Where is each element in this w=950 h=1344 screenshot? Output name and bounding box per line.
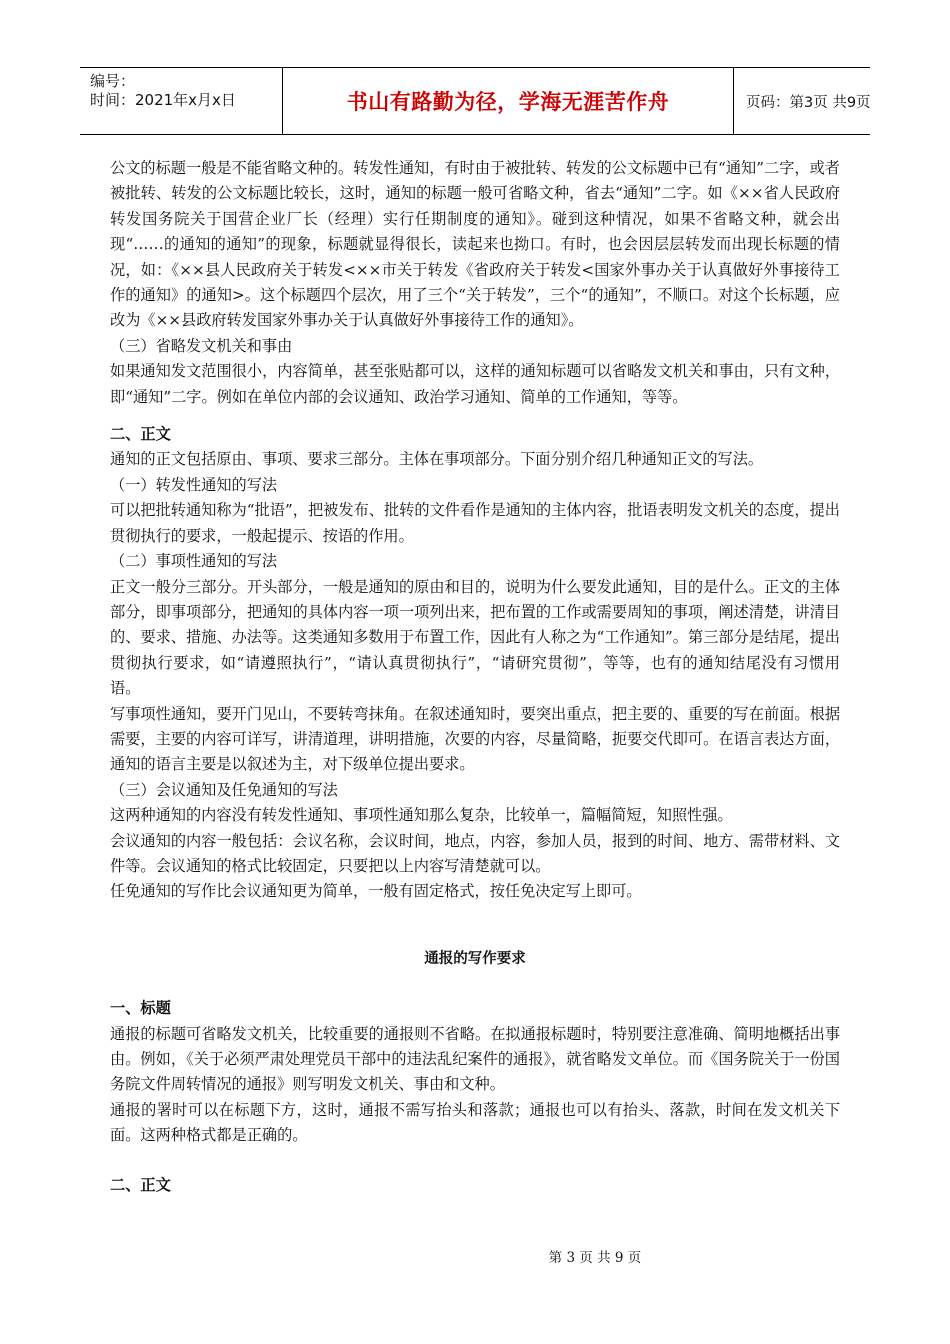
section-heading: 二、正文 (110, 1175, 171, 1194)
paragraph: 正文一般分三部分。开头部分，一般是通知的原由和目的，说明为什么要发此通知，目的是什么。正文的主体部分，即事项部分，把通知的具体内容一项一项列出来，把布置的工作或需要周知的事项，阐述清楚，讲清目的、要求、措施、办法等。这类通知多数用于布置工作，因此有人称之为“工作通知”。第三部分是结尾，提出贯彻执行要求，如“请遵照执行”，“请认真贯彻执行”，“请研究贯彻”，等等，也有的通知结尾没有习惯用语。 (110, 577, 840, 698)
paragraph: 公文的标题一般是不能省略文种的。转发性通知，有时由于被批转、转发的公文标题中已有“通知”二字，或者被批转、转发的公文标题比较长，这时，通知的标题一般可省略文种，省去“通知”二字。如《××省人民政府转发国务院关于国营企业厂长（经理）实行任期制度的通知》。碰到这种情况，如果不省略文种，就会出现“……的通知的通知”的现象，标题就显得很长，读起来也拗口。有时，也会因层层转发而出现长标题的情况，如：《××县人民政府关于转发<××市关于转发《省政府关于转发<国家外事办关于认真做好外事接待工作的通知》的通知>。这个标题四个层次，用了三个“关于转发”，三个“的通知”，不顺口。对这个长标题，应改为《××县政府转发国家外事办关于认真做好外事接待工作的通知》。 (110, 159, 840, 330)
subheading: （二）事项性通知的写法 (110, 552, 278, 571)
subheading: （一）转发性通知的写法 (110, 475, 278, 494)
paragraph: 通知的正文包括原由、事项、要求三部分。主体在事项部分。下面分别介绍几种通知正文的写法。 (110, 450, 764, 469)
page-footer: 第 3 页 共 9 页 (548, 1250, 642, 1266)
section-title: 通报的写作要求 (424, 950, 526, 967)
paragraph: 如果通知发文范围很小，内容简单，甚至张贴都可以，这样的通知标题可以省略发文机关和事由，只有文种，即“通知”二字。例如在单位内部的会议通知、政治学习通知、简单的工作通知，等等。 (110, 362, 840, 406)
header-motto: 书山有路勤为径，学海无涯苦作舟 (346, 90, 670, 114)
paragraph: 任免通知的写作比会议通知更为简单，一般有固定格式，按任免决定写上即可。 (110, 882, 642, 901)
section-heading: 一、标题 (110, 999, 171, 1018)
paragraph: 写事项性通知，要开门见山，不要转弯抹角。在叙述通知时，要突出重点，把主要的、重要的写在前面。根据需要，主要的内容可详写，讲清道理，讲明措施，次要的内容，尽量简略，扼要交代即可。在语言表达方面，通知的语言主要是以叙述为主，对下级单位提出要求。 (110, 704, 840, 774)
paragraph: 通报的标题可省略发文机关，比较重要的通报则不省略。在拟通报标题时，特别要注意准确、简明地概括出事由。例如，《关于必须严肃处理党员干部中的违法乱纪案件的通报》，就省略发文单位。而《国务院关于一份国务院文件周转情况的通报》则写明发文机关、事由和文种。 (110, 1024, 840, 1094)
paragraph: 会议通知的内容一般包括：会议名称，会议时间，地点，内容，参加人员，报到的时间、地方、需带材料、文件等。会议通知的格式比较固定，只要把以上内容写清楚就可以。 (110, 831, 840, 875)
page-header (80, 67, 870, 135)
subheading: （三）会议通知及任免通知的写法 (110, 780, 338, 799)
document-time-label: 时间：2021年x月x日 (90, 91, 236, 109)
header-page-info: 页码：第3页 共9页 (746, 94, 871, 111)
paragraph: 可以把批转通知称为“批语”，把被发布、批转的文件看作是通知的主体内容，批语表明发文机关的态度，提出贯彻执行的要求，一般起提示、按语的作用。 (110, 501, 840, 545)
header-meta (80, 68, 282, 134)
section-heading: 二、正文 (110, 425, 171, 444)
document-number-label: 编号： (90, 72, 136, 90)
paragraph: 通报的署时可以在标题下方，这时，通报不需写抬头和落款；通报也可以有抬头、落款，时间在发文机关下面。这两种格式都是正确的。 (110, 1100, 840, 1145)
document-body (110, 156, 840, 1198)
paragraph: 这两种通知的内容没有转发性通知、事项性通知那么复杂，比较单一，篇幅简短，知照性强。 (110, 806, 733, 825)
header-motto-cell (282, 68, 734, 134)
subheading: （三）省略发文机关和事由 (110, 336, 293, 355)
